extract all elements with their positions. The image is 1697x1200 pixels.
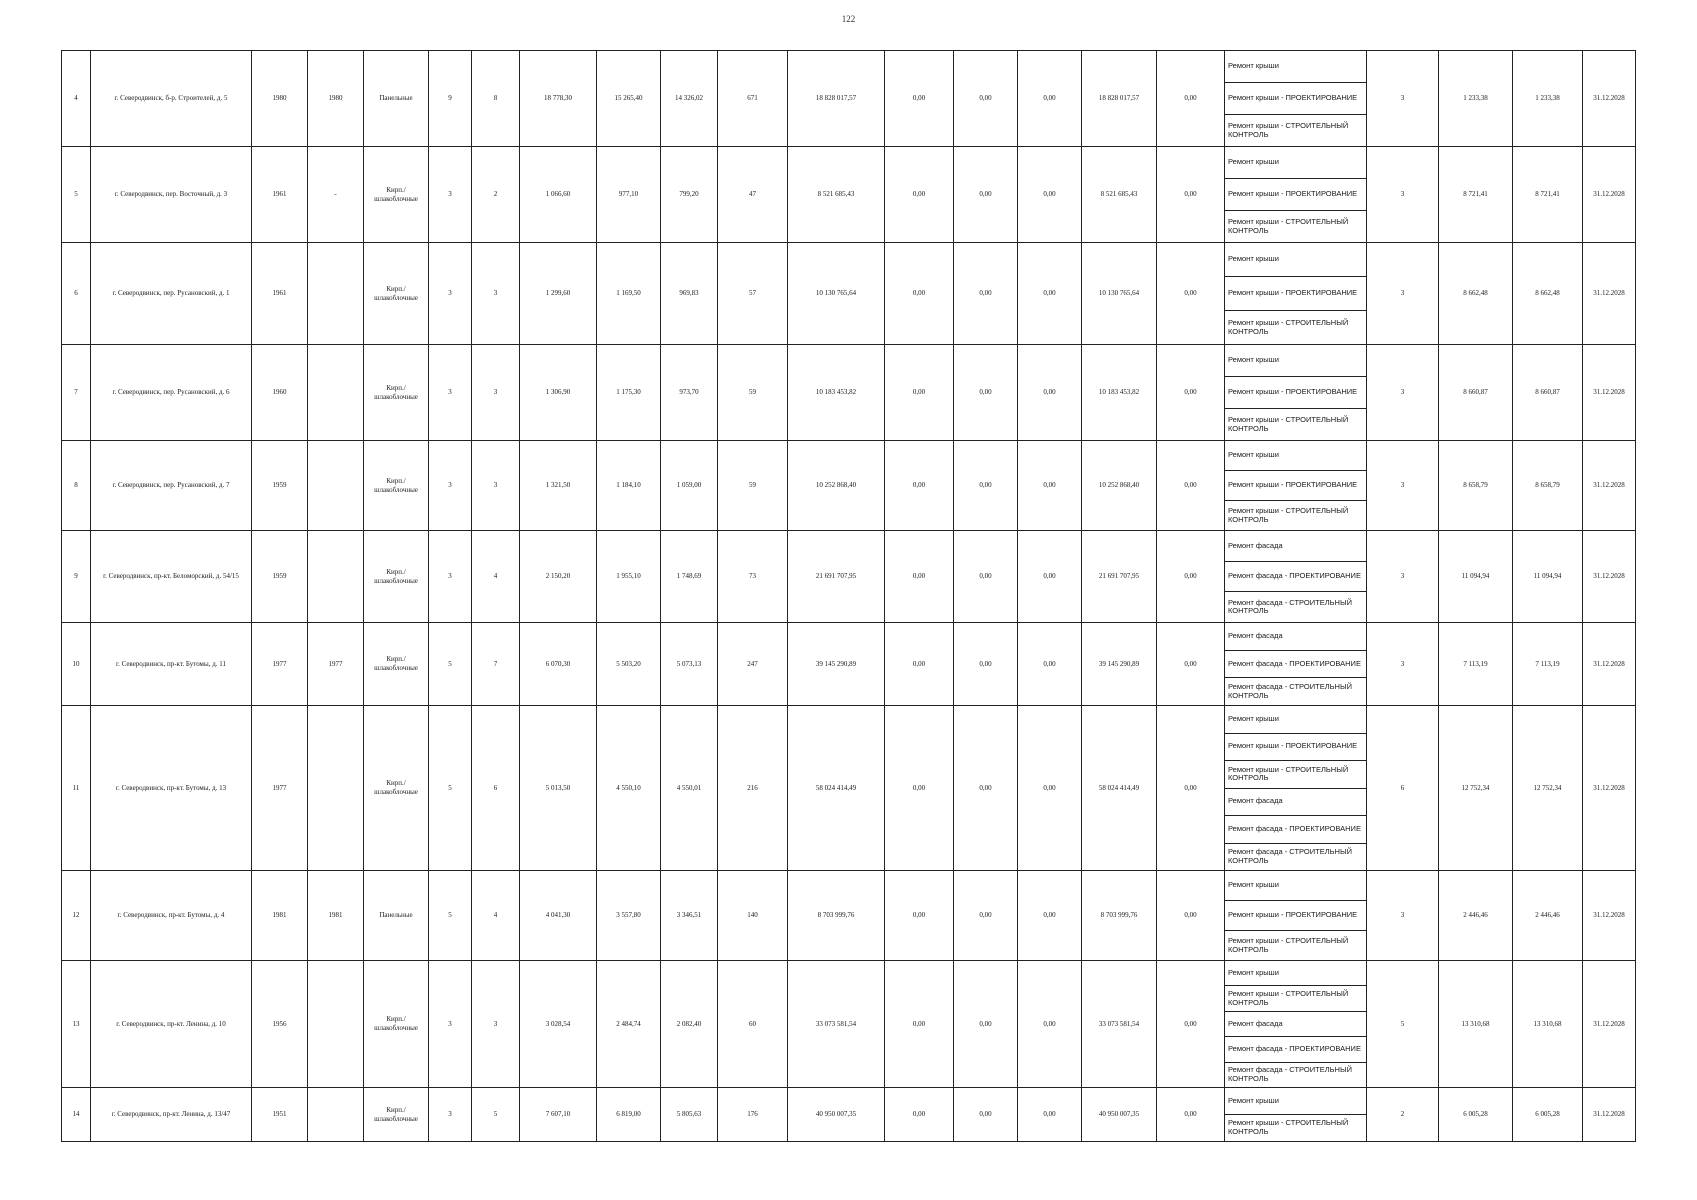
total-cost: 40 950 007,35 [788,1088,885,1142]
work-item: Ремонт крыши - ПРОЕКТИРОВАНИЕ [1225,277,1366,311]
total-cost: 10 183 453,82 [788,345,885,441]
address: г. Северодвинск, пер. Русановский, д. 7 [91,441,252,531]
table-row [62,531,1636,623]
works-list [1225,623,1367,706]
year-commissioning [308,961,364,1088]
residents: 57 [718,243,788,345]
max-specific-cost: 6 005,28 [1513,1088,1583,1142]
other-funds: 0,00 [1157,531,1225,623]
work-item: Ремонт крыши - СТРОИТЕЛЬНЫЙ КОНТРОЛЬ [1228,414,1349,433]
work-item: Ремонт крыши - ПРОЕКТИРОВАНИЕ [1225,734,1366,762]
total-area: 5 013,50 [520,706,597,871]
residential-area: 1 748,69 [661,531,718,623]
living-area: 977,10 [597,147,661,243]
row-number: 7 [62,345,91,441]
address: г. Северодвинск, пр-кт. Бутомы, д. 4 [91,871,252,961]
floors: 3 [429,531,472,623]
year-commissioning [308,531,364,623]
total-cost: 8 703 999,76 [788,871,885,961]
work-item: Ремонт крыши [1225,961,1366,986]
other-funds: 0,00 [1157,147,1225,243]
row-number: 5 [62,147,91,243]
total-cost: 58 024 414,49 [788,706,885,871]
table-row [62,243,1636,345]
specific-cost: 1 233,38 [1439,51,1513,147]
wall-material: Кирп./ шлакоблочные [364,961,429,1088]
specific-cost: 8 658,79 [1439,441,1513,531]
residents: 140 [718,871,788,961]
owner-funds: 33 073 581,54 [1082,961,1157,1088]
year-built: 1956 [252,961,308,1088]
specific-cost: 8 721,41 [1439,147,1513,243]
year-commissioning [308,441,364,531]
works-list [1225,1088,1367,1142]
residents: 60 [718,961,788,1088]
work-item: Ремонт крыши - СТРОИТЕЛЬНЫЙ КОНТРОЛЬ [1225,986,1366,1011]
living-area: 1 169,50 [597,243,661,345]
specific-cost: 13 310,68 [1439,961,1513,1088]
municipal-funds: 0,00 [1018,441,1082,531]
work-item: Ремонт фасада - ПРОЕКТИРОВАНИЕ [1225,651,1366,679]
completion-date: 31.12.2028 [1583,1088,1636,1142]
entrances: 4 [472,871,520,961]
federal-funds: 0,00 [885,961,954,1088]
row-number: 12 [62,871,91,961]
federal-funds: 0,00 [885,51,954,147]
regional-funds: 0,00 [954,623,1018,706]
residents: 216 [718,706,788,871]
completion-date: 31.12.2028 [1583,871,1636,961]
work-item: Ремонт фасада - СТРОИТЕЛЬНЫЙ КОНТРОЛЬ [1228,1065,1352,1083]
table-row [62,345,1636,441]
address: г. Северодвинск, б-р. Строителей, д. 5 [91,51,252,147]
municipal-funds: 0,00 [1018,623,1082,706]
work-item: Ремонт крыши [1225,51,1366,83]
total-area: 6 070,30 [520,623,597,706]
residential-area: 4 550,01 [661,706,718,871]
works-count: 3 [1367,441,1439,531]
residents: 73 [718,531,788,623]
work-item: Ремонт крыши - СТРОИТЕЛЬНЫЙ КОНТРОЛЬ [1228,317,1349,336]
total-cost: 10 252 868,40 [788,441,885,531]
page-number: 122 [841,14,856,24]
living-area: 1 184,10 [597,441,661,531]
year-built: 1980 [252,51,308,147]
municipal-funds: 0,00 [1018,243,1082,345]
work-item: Ремонт фасада - СТРОИТЕЛЬНЫЙ КОНТРОЛЬ [1228,682,1352,700]
total-cost: 21 691 707,95 [788,531,885,623]
residential-area: 1 059,00 [661,441,718,531]
specific-cost: 11 094,94 [1439,531,1513,623]
owner-funds: 21 691 707,95 [1082,531,1157,623]
work-item: Ремонт фасада [1225,531,1366,562]
completion-date: 31.12.2028 [1583,441,1636,531]
other-funds: 0,00 [1157,51,1225,147]
row-number: 9 [62,531,91,623]
living-area: 5 503,20 [597,623,661,706]
floors: 3 [429,441,472,531]
living-area: 2 484,74 [597,961,661,1088]
max-specific-cost: 8 660,87 [1513,345,1583,441]
floors: 3 [429,243,472,345]
floors: 9 [429,51,472,147]
work-item: Ремонт фасада - ПРОЕКТИРОВАНИЕ [1225,562,1366,593]
year-built: 1977 [252,623,308,706]
wall-material: Кирп./ шлакоблочные [364,243,429,345]
address: г. Северодвинск, пр-кт. Бутомы, д. 13 [91,706,252,871]
year-built: 1951 [252,1088,308,1142]
regional-funds: 0,00 [954,441,1018,531]
completion-date: 31.12.2028 [1583,531,1636,623]
owner-funds: 58 024 414,49 [1082,706,1157,871]
year-commissioning: 1980 [308,51,364,147]
total-area: 2 150,20 [520,531,597,623]
completion-date: 31.12.2028 [1583,623,1636,706]
work-item: Ремонт фасада - ПРОЕКТИРОВАНИЕ [1225,816,1366,844]
total-area: 3 028,54 [520,961,597,1088]
works-list [1225,961,1367,1088]
municipal-funds: 0,00 [1018,147,1082,243]
other-funds: 0,00 [1157,1088,1225,1142]
work-item: Ремонт фасада [1225,623,1366,651]
residential-area: 14 326,02 [661,51,718,147]
year-commissioning [308,1088,364,1142]
year-built: 1961 [252,243,308,345]
municipal-funds: 0,00 [1018,51,1082,147]
max-specific-cost: 8 721,41 [1513,147,1583,243]
living-area: 15 265,40 [597,51,661,147]
works-count: 3 [1367,531,1439,623]
specific-cost: 12 752,34 [1439,706,1513,871]
residential-area: 2 082,40 [661,961,718,1088]
works-count: 3 [1367,147,1439,243]
entrances: 3 [472,243,520,345]
residential-area: 799,20 [661,147,718,243]
floors: 5 [429,706,472,871]
floors: 3 [429,961,472,1088]
max-specific-cost: 7 113,19 [1513,623,1583,706]
work-item: Ремонт крыши - ПРОЕКТИРОВАНИЕ [1225,179,1366,211]
other-funds: 0,00 [1157,706,1225,871]
year-commissioning: 1977 [308,623,364,706]
year-built: 1959 [252,441,308,531]
work-item: Ремонт крыши - СТРОИТЕЛЬНЫЙ КОНТРОЛЬ [1228,120,1349,139]
max-specific-cost: 12 752,34 [1513,706,1583,871]
municipal-funds: 0,00 [1018,531,1082,623]
residential-area: 969,83 [661,243,718,345]
total-cost: 18 828 017,57 [788,51,885,147]
entrances: 8 [472,51,520,147]
living-area: 1 175,30 [597,345,661,441]
table-row [62,706,1636,871]
regional-funds: 0,00 [954,1088,1018,1142]
year-commissioning [308,706,364,871]
living-area: 4 550,10 [597,706,661,871]
owner-funds: 10 252 868,40 [1082,441,1157,531]
work-item: Ремонт крыши - ПРОЕКТИРОВАНИЕ [1225,377,1366,409]
entrances: 3 [472,345,520,441]
wall-material: Панельные [364,51,429,147]
owner-funds: 10 130 765,64 [1082,243,1157,345]
owner-funds: 8 521 685,43 [1082,147,1157,243]
floors: 5 [429,871,472,961]
entrances: 3 [472,441,520,531]
address: г. Северодвинск, пр-кт. Ленина, д. 13/47 [91,1088,252,1142]
works-list [1225,871,1367,961]
work-item: Ремонт крыши - СТРОИТЕЛЬНЫЙ КОНТРОЛЬ [1225,761,1366,789]
federal-funds: 0,00 [885,147,954,243]
work-item: Ремонт крыши - ПРОЕКТИРОВАНИЕ [1225,471,1366,501]
residential-area: 973,70 [661,345,718,441]
address: г. Северодвинск, пер. Восточный, д. 3 [91,147,252,243]
work-item: Ремонт фасада [1225,789,1366,817]
total-area: 1 066,60 [520,147,597,243]
row-number: 11 [62,706,91,871]
address: г. Северодвинск, пр-кт. Ленина, д. 10 [91,961,252,1088]
year-commissioning [308,345,364,441]
residents: 59 [718,345,788,441]
total-cost: 33 073 581,54 [788,961,885,1088]
row-number: 4 [62,51,91,147]
max-specific-cost: 11 094,94 [1513,531,1583,623]
max-specific-cost: 8 662,48 [1513,243,1583,345]
federal-funds: 0,00 [885,706,954,871]
max-specific-cost: 8 658,79 [1513,441,1583,531]
other-funds: 0,00 [1157,623,1225,706]
regional-funds: 0,00 [954,871,1018,961]
completion-date: 31.12.2028 [1583,51,1636,147]
works-list [1225,706,1367,871]
federal-funds: 0,00 [885,441,954,531]
address: г. Северодвинск, пр-кт. Беломорский, д. 54/15 [91,531,252,623]
works-count: 3 [1367,243,1439,345]
work-item: Ремонт крыши [1225,147,1366,179]
year-built: 1961 [252,147,308,243]
work-item: Ремонт крыши - СТРОИТЕЛЬНЫЙ КОНТРОЛЬ [1228,505,1349,524]
works-count: 3 [1367,871,1439,961]
specific-cost: 2 446,46 [1439,871,1513,961]
work-item: Ремонт фасада [1225,1012,1366,1037]
residents: 59 [718,441,788,531]
works-list [1225,51,1367,147]
table-row [62,147,1636,243]
federal-funds: 0,00 [885,345,954,441]
total-area: 1 299,60 [520,243,597,345]
works-list [1225,147,1367,243]
specific-cost: 8 662,48 [1439,243,1513,345]
floors: 5 [429,623,472,706]
year-built: 1960 [252,345,308,441]
year-commissioning [308,243,364,345]
regional-funds: 0,00 [954,345,1018,441]
completion-date: 31.12.2028 [1583,961,1636,1088]
residential-area: 5 073,13 [661,623,718,706]
specific-cost: 8 660,87 [1439,345,1513,441]
address: г. Северодвинск, пер. Русановский, д. 6 [91,345,252,441]
owner-funds: 40 950 007,35 [1082,1088,1157,1142]
table-row [62,961,1636,1088]
year-built: 1977 [252,706,308,871]
year-built: 1959 [252,531,308,623]
table-row [62,871,1636,961]
work-item: Ремонт крыши [1225,345,1366,377]
completion-date: 31.12.2028 [1583,345,1636,441]
residential-area: 5 805,63 [661,1088,718,1142]
municipal-funds: 0,00 [1018,1088,1082,1142]
other-funds: 0,00 [1157,871,1225,961]
row-number: 8 [62,441,91,531]
work-item: Ремонт фасада - СТРОИТЕЛЬНЫЙ КОНТРОЛЬ [1228,847,1352,865]
regional-funds: 0,00 [954,531,1018,623]
specific-cost: 7 113,19 [1439,623,1513,706]
federal-funds: 0,00 [885,531,954,623]
residents: 671 [718,51,788,147]
entrances: 3 [472,961,520,1088]
wall-material: Кирп./ шлакоблочные [364,1088,429,1142]
wall-material: Панельные [364,871,429,961]
wall-material: Кирп./ шлакоблочные [364,706,429,871]
living-area: 6 819,00 [597,1088,661,1142]
wall-material: Кирп./ шлакоблочные [364,531,429,623]
wall-material: Кирп./ шлакоблочные [364,147,429,243]
address: г. Северодвинск, пер. Русановский, д. 1 [91,243,252,345]
work-item: Ремонт крыши - ПРОЕКТИРОВАНИЕ [1225,83,1366,115]
total-area: 1 306,90 [520,345,597,441]
total-cost: 8 521 685,43 [788,147,885,243]
living-area: 3 557,80 [597,871,661,961]
entrances: 2 [472,147,520,243]
federal-funds: 0,00 [885,1088,954,1142]
regional-funds: 0,00 [954,961,1018,1088]
row-number: 6 [62,243,91,345]
municipal-funds: 0,00 [1018,345,1082,441]
municipal-funds: 0,00 [1018,961,1082,1088]
other-funds: 0,00 [1157,243,1225,345]
entrances: 5 [472,1088,520,1142]
work-item: Ремонт крыши [1225,243,1366,277]
works-count: 2 [1367,1088,1439,1142]
residential-area: 3 346,51 [661,871,718,961]
owner-funds: 18 828 017,57 [1082,51,1157,147]
row-number: 13 [62,961,91,1088]
wall-material: Кирп./ шлакоблочные [364,345,429,441]
work-item: Ремонт крыши - СТРОИТЕЛЬНЫЙ КОНТРОЛЬ [1228,1118,1349,1136]
max-specific-cost: 2 446,46 [1513,871,1583,961]
max-specific-cost: 13 310,68 [1513,961,1583,1088]
owner-funds: 39 145 290,89 [1082,623,1157,706]
residents: 47 [718,147,788,243]
completion-date: 31.12.2028 [1583,706,1636,871]
entrances: 6 [472,706,520,871]
municipal-funds: 0,00 [1018,871,1082,961]
entrances: 7 [472,623,520,706]
table-row [62,51,1636,147]
completion-date: 31.12.2028 [1583,147,1636,243]
works-list [1225,243,1367,345]
wall-material: Кирп./ шлакоблочные [364,441,429,531]
max-specific-cost: 1 233,38 [1513,51,1583,147]
floors: 3 [429,147,472,243]
entrances: 4 [472,531,520,623]
table-row [62,623,1636,706]
floors: 3 [429,345,472,441]
living-area: 1 955,10 [597,531,661,623]
works-list [1225,441,1367,531]
year-commissioning: 1981 [308,871,364,961]
regional-funds: 0,00 [954,706,1018,871]
row-number: 10 [62,623,91,706]
works-count: 3 [1367,345,1439,441]
works-count: 5 [1367,961,1439,1088]
owner-funds: 10 183 453,82 [1082,345,1157,441]
other-funds: 0,00 [1157,961,1225,1088]
work-item: Ремонт фасада - СТРОИТЕЛЬНЫЙ КОНТРОЛЬ [1228,597,1352,616]
work-item: Ремонт крыши [1225,441,1366,471]
table-row [62,1088,1636,1142]
residents: 247 [718,623,788,706]
federal-funds: 0,00 [885,871,954,961]
year-built: 1981 [252,871,308,961]
total-cost: 10 130 765,64 [788,243,885,345]
work-item: Ремонт крыши [1225,1088,1366,1115]
federal-funds: 0,00 [885,243,954,345]
work-item: Ремонт крыши [1225,706,1366,734]
regional-funds: 0,00 [954,147,1018,243]
work-item: Ремонт крыши - СТРОИТЕЛЬНЫЙ КОНТРОЛЬ [1228,935,1349,954]
work-item: Ремонт крыши [1225,871,1366,901]
table-row [62,441,1636,531]
work-item: Ремонт крыши - ПРОЕКТИРОВАНИЕ [1225,901,1366,931]
work-item: Ремонт крыши - СТРОИТЕЛЬНЫЙ КОНТРОЛЬ [1228,216,1349,235]
address: г. Северодвинск, пр-кт. Бутомы, д. 11 [91,623,252,706]
works-list [1225,531,1367,623]
other-funds: 0,00 [1157,441,1225,531]
works-count: 3 [1367,623,1439,706]
work-item: Ремонт фасада - ПРОЕКТИРОВАНИЕ [1225,1037,1366,1062]
municipal-funds: 0,00 [1018,706,1082,871]
regional-funds: 0,00 [954,243,1018,345]
wall-material: Кирп./ шлакоблочные [364,623,429,706]
residents: 176 [718,1088,788,1142]
floors: 3 [429,1088,472,1142]
works-count: 3 [1367,51,1439,147]
total-area: 1 321,50 [520,441,597,531]
other-funds: 0,00 [1157,345,1225,441]
total-cost: 39 145 290,89 [788,623,885,706]
regional-funds: 0,00 [954,51,1018,147]
specific-cost: 6 005,28 [1439,1088,1513,1142]
row-number: 14 [62,1088,91,1142]
total-area: 7 607,10 [520,1088,597,1142]
total-area: 18 778,30 [520,51,597,147]
completion-date: 31.12.2028 [1583,243,1636,345]
owner-funds: 8 703 999,76 [1082,871,1157,961]
total-area: 4 041,30 [520,871,597,961]
year-commissioning: - [308,147,364,243]
federal-funds: 0,00 [885,623,954,706]
works-list [1225,345,1367,441]
repair-program-table [61,50,1636,1142]
works-count: 6 [1367,706,1439,871]
